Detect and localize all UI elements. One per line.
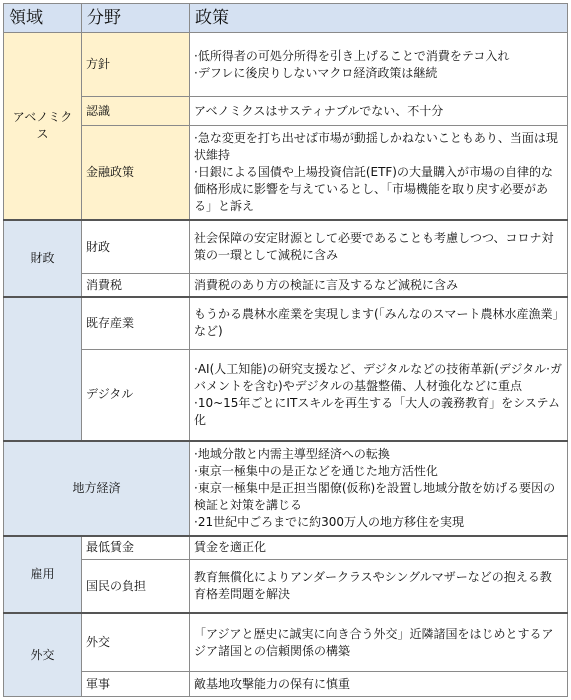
row-gunji (4, 672, 568, 697)
policy-futan (190, 559, 568, 613)
policy-line: ·21世紀中ごろまでに約300万人の地方移住を実現 (194, 514, 464, 529)
policy-zaisei (190, 220, 568, 274)
field-zaisei: 財政 (82, 220, 190, 274)
header-policy: 政策 (190, 4, 568, 33)
policy-saitei (190, 536, 568, 559)
policy-line: ·10~15年ごとにITスキルを再生する「大人の義務教育」をシステム化 (194, 395, 560, 427)
policy-line: ·低所得者の可処分所得を引き上げることで消費をテコ入れ (194, 48, 510, 63)
policy-line: ·日銀による国債や上場投資信託(ETF)の大量購入が市場の自律的な価格形成に影響を与えているとし、「市場機能を取り戻す必要がある」と訴え (194, 165, 553, 214)
policy-line: 消費税のあり方の検証に言及するなど減税に含み (194, 277, 459, 292)
policy-kinyu (190, 126, 568, 220)
policy-line: 賃金を適正化 (194, 540, 267, 555)
category-abenomics: アベノミクス (4, 33, 82, 220)
policy-line: もうかる農林水産業を実現します(「みんなのスマート農林水産漁業」など) (194, 307, 559, 339)
policy-line: 社会保障の安定財源として必要であることも考慮しつつ、コロナ対策の一環として減税に含み (194, 231, 554, 263)
policy-digital (190, 349, 568, 440)
row-abe-kinyu (4, 126, 568, 220)
field-saitei: 最低賃金 (82, 536, 190, 559)
category-chiho: 地方経済 (4, 441, 190, 537)
policy-ninshiki (190, 97, 568, 126)
category-koyo: 雇用 (4, 536, 82, 613)
policy-kison (190, 297, 568, 349)
field-digital: デジタル (82, 349, 190, 440)
field-futan: 国民の負担 (82, 559, 190, 613)
policy-line: ·急な変更を打ち出せば市場が動揺しかねないこともあり、当面は現状維持 (194, 131, 558, 163)
row-abe-hoshin (4, 33, 568, 97)
row-zaisei (4, 220, 568, 274)
policy-line: ·地域分散と内需主導型経済への転換 (194, 446, 390, 461)
field-shohizei: 消費税 (82, 274, 190, 297)
policy-gaiko (190, 613, 568, 671)
header-field: 分野 (82, 4, 190, 33)
row-kison (4, 297, 568, 349)
policy-line: ·東京一極集中の是正などを通じた地方活性化 (194, 463, 438, 478)
row-saitei (4, 536, 568, 559)
row-abe-ninshiki (4, 97, 568, 126)
policy-hoshin (190, 33, 568, 97)
policy-gunji (190, 672, 568, 697)
policy-chiho (190, 441, 568, 537)
row-chiho (4, 441, 568, 537)
row-futan (4, 559, 568, 613)
policy-line: アベノミクスはサスティナブルでない、不十分 (194, 103, 444, 118)
row-gaiko (4, 613, 568, 671)
policy-table (3, 3, 568, 697)
category-zaisei: 財政 (4, 220, 82, 297)
policy-line: ·東京一極集中是正担当閣僚(仮称)を設置し地域分散を妨げる要因の検証と対策を講じる (194, 480, 556, 512)
field-gunji: 軍事 (82, 672, 190, 697)
field-hoshin: 方針 (82, 33, 190, 97)
policy-line: 「アジアと歴史に誠実に向き合う外交」近隣諸国をはじめとするアジア諸国との信頼関係の構築 (194, 626, 554, 658)
field-gaiko: 外交 (82, 613, 190, 671)
policy-shohizei (190, 274, 568, 297)
policy-line: ·デフレに後戻りしないマクロ経済政策は継続 (194, 65, 438, 80)
row-digital (4, 349, 568, 440)
policy-line: 教育無償化によりアンダークラスやシングルマザーなどの抱える教育格差問題を解決 (194, 570, 552, 602)
field-kison: 既存産業 (82, 297, 190, 349)
field-ninshiki: 認識 (82, 97, 190, 126)
category-gaiko: 外交 (4, 613, 82, 696)
row-shohizei (4, 274, 568, 297)
header-area: 領域 (4, 4, 82, 33)
policy-line: ·AI(人工知能)の研究支援など、デジタルなどの技術革新(デジタル·ガバメントを含む)やデジタルの基盤整備、人材強化などに重点 (194, 361, 562, 393)
header-row (4, 4, 568, 33)
category-sangyo (4, 297, 82, 440)
policy-line: 敵基地攻撃能力の保有に慎重 (194, 676, 351, 691)
field-kinyu: 金融政策 (82, 126, 190, 220)
